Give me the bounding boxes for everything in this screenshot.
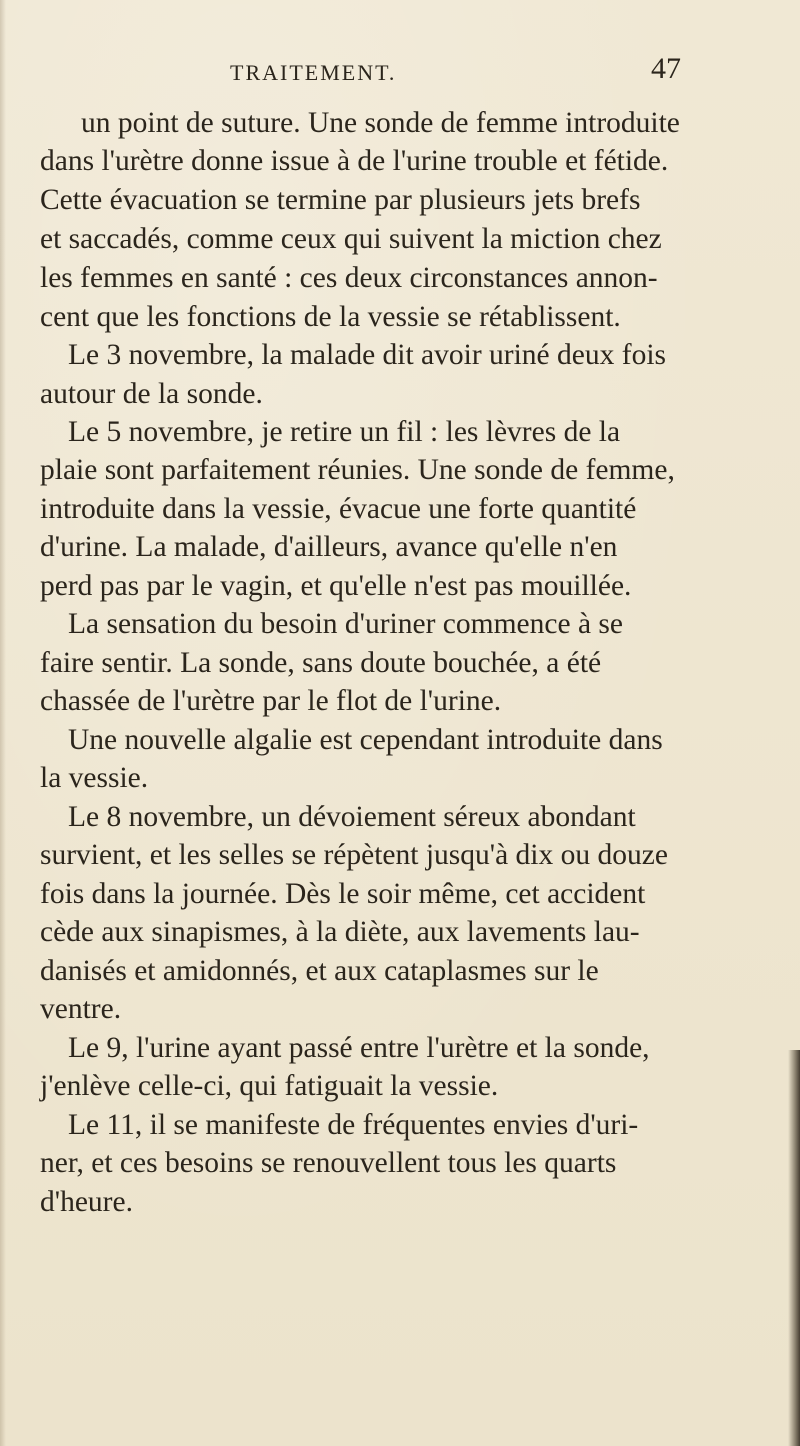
text-line: cède aux sinapismes, à la diète, aux lavements lau- <box>40 916 640 948</box>
text-line: d'heure. <box>40 1186 133 1218</box>
text-line: perd pas par le vagin, et qu'elle n'est pas mouillée. <box>40 570 632 602</box>
text-line: introduite dans la vessie, évacue une forte quantité <box>40 493 637 525</box>
text-line: Une nouvelle algalie est cependant introduite dans <box>68 724 663 756</box>
text-line: les femmes en santé : ces deux circonstances annon- <box>40 262 658 294</box>
page-binding-shadow <box>788 1050 800 1446</box>
text-line: Le 9, l'urine ayant passé entre l'urètre et la sonde, <box>68 1032 650 1064</box>
text-line: Le 3 novembre, la malade dit avoir uriné deux fois <box>68 339 666 371</box>
text-line: dans l'urètre donne issue à de l'urine trouble et fétide. <box>40 145 669 177</box>
text-line: cent que les fonctions de la vessie se rétablissent. <box>40 301 621 333</box>
text-line: faire sentir. La sonde, sans doute bouchée, a été <box>40 647 602 679</box>
text-line: survient, et les selles se répètent jusqu'à dix ou douze <box>40 839 668 871</box>
page-header <box>0 52 800 96</box>
text-line: Cette évacuation se termine par plusieurs jets brefs <box>40 184 641 216</box>
text-line: autour de la sonde. <box>40 378 263 410</box>
text-line: ventre. <box>40 993 122 1025</box>
text-line: j'enlève celle-ci, qui fatiguait la vessie. <box>40 1070 499 1102</box>
page-left-shadow <box>0 0 6 1446</box>
text-line: plaie sont parfaitement réunies. Une sonde de femme, <box>40 454 675 486</box>
running-head: TRAITEMENT. <box>230 60 397 85</box>
text-line: d'urine. La malade, d'ailleurs, avance qu'elle n'en <box>40 531 618 563</box>
text-line: Le 8 novembre, un dévoiement séreux abondant <box>68 801 636 833</box>
text-line: danisés et amidonnés, et aux cataplasmes sur le <box>40 955 599 987</box>
text-line: la vessie. <box>40 762 149 794</box>
text-line: fois dans la journée. Dès le soir même, cet accident <box>40 878 646 910</box>
text-line: Le 5 novembre, je retire un fil : les lèvres de la <box>68 416 621 448</box>
text-line: et saccadés, comme ceux qui suivent la miction chez <box>40 223 662 255</box>
page-number: 47 <box>651 52 681 85</box>
text-line: un point de suture. Une sonde de femme introduite <box>81 107 680 139</box>
text-line: La sensation du besoin d'uriner commence à se <box>68 608 623 640</box>
text-line: Le 11, il se manifeste de fréquentes envies d'uri- <box>68 1109 639 1141</box>
text-line: chassée de l'urètre par le flot de l'urine. <box>40 685 502 717</box>
text-line: ner, et ces besoins se renouvellent tous les quarts <box>40 1147 617 1179</box>
